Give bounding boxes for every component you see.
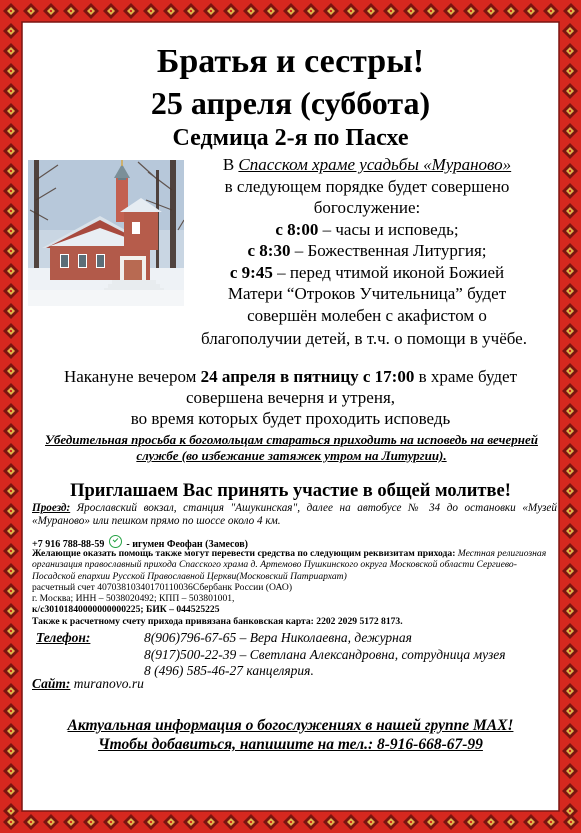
greeting-title: Братья и сестры!: [156, 43, 425, 80]
church-place-name: Спасском храме усадьбы «Мураново»: [238, 155, 512, 174]
intro-line-8: Матери “Отроков Учительница” будет: [227, 284, 507, 303]
schedule-item-2: [186, 240, 548, 262]
schedule-time-3: с 9:45: [229, 262, 273, 282]
phone-label: Телефон:: [36, 630, 91, 645]
contact-phone-2[interactable]: 8(917)500-22-39 – Светлана Александровна, сотрудница музея: [144, 646, 506, 662]
footer-notice: [24, 716, 557, 754]
contact-phones: [32, 630, 557, 680]
schedule-text-3: – перед чтимой иконой Божией: [272, 262, 505, 282]
intro-line-1: [186, 154, 548, 176]
eve-line-1: [24, 366, 557, 387]
requisites-card: Также к расчетному счету прихода привязана банковская карта: 2202 2029 5172 8173.: [32, 615, 403, 627]
eve-date: 24 апреля в пятницу с 17:00: [200, 367, 415, 386]
bank-requisites: [32, 548, 557, 627]
website-label: Сайт:: [32, 676, 71, 691]
eve-prefix: Накануне вечером: [63, 367, 201, 386]
abbot-name: - игумен Феофан (Замесов): [126, 539, 248, 550]
eve-line-3: во время которых будет проходить исповедь: [130, 409, 451, 428]
schedule-time-2: с 8:30: [247, 241, 291, 260]
eve-line-2: совершена вечерня и утреня,: [185, 388, 396, 407]
route-text: Ярославский вокзал, станция "Ашукинская", далее на автобусе № 34 до остановки «Музей «Мураново» или пешком прямо по шоссе около 4 км.: [32, 502, 557, 527]
church-photo-image: [28, 160, 184, 306]
leaflet-content: [24, 28, 557, 808]
website: [32, 676, 144, 692]
route-label: Проезд:: [32, 502, 71, 514]
contact-row-2: [32, 647, 557, 664]
whatsapp-icon: [109, 535, 122, 548]
footer-line-2[interactable]: Чтобы добавиться, напишите на тел.: 8-916-668-67-99: [98, 736, 483, 753]
date-title: 25 апреля (суббота): [150, 85, 431, 121]
contact-phone-1[interactable]: 8(906)796-67-65 – Вера Николаевна, дежурная: [144, 630, 412, 645]
website-link[interactable]: muranovo.ru: [73, 676, 144, 691]
week-title: Седмица 2-я по Пасхе: [172, 125, 409, 151]
eve-suffix: в храме будет: [414, 367, 518, 386]
intro-line-10: благополучии детей, в т.ч. о помощи в учёбе.: [201, 329, 527, 348]
intro-prefix: В: [222, 155, 239, 174]
schedule-text-1: – часы и исповедь;: [318, 219, 459, 239]
requisites-intro: [32, 548, 557, 582]
intro-line-2: в следующем порядке будет совершено: [224, 176, 510, 196]
eve-service: [24, 366, 557, 429]
route-info: [32, 502, 557, 528]
footer-line-1: Актуальная информация о богослужениях в нашей группе MAX!: [67, 717, 514, 734]
contact-row-1: [32, 630, 557, 647]
church-photo: [28, 160, 184, 306]
schedule-item-3: [186, 262, 548, 284]
confession-request: Убедительная просьба к богомольцам стараться приходить на исповедь на вечерней службе (во избежание затяжек утром на Литургии).: [45, 432, 538, 463]
requisites-account: расчетный счет 40703810340170110036Сбербанк России (ОАО): [32, 581, 293, 593]
schedule-item-1: [186, 219, 548, 241]
prayer-invitation: Приглашаем Вас принять участие в общей молитве!: [70, 481, 511, 501]
requisites-bik: к/с30101840000000000225; БИК – 044525225: [32, 604, 220, 616]
requisites-lead: Желающие оказать помощь также могут перевести средства по следующим реквизитам прихода:: [32, 548, 456, 559]
service-schedule: [186, 154, 548, 326]
schedule-time-1: с 8:00: [275, 219, 319, 239]
schedule-text-2: – Божественная Литургия;: [290, 241, 487, 260]
requisites-org: Местная религиозная организация православный прихода Спасского храма д. Артемово Пушкинского округа Московской области Сергиево-Посадской епархии Русской Православной Церкви(Московский Патриархат): [32, 548, 547, 582]
abbot-phone-number[interactable]: +7 916 788-88-59: [32, 539, 105, 550]
requisites-inn: г. Москва; ИНН – 5038020492; КПП – 503801001,: [32, 593, 235, 605]
intro-line-9: совершён молебен с акафистом о: [247, 305, 487, 325]
contact-phone-3[interactable]: 8 (496) 585-46-27 канцелярия.: [144, 663, 314, 678]
intro-line-3: богослужение:: [313, 198, 421, 217]
